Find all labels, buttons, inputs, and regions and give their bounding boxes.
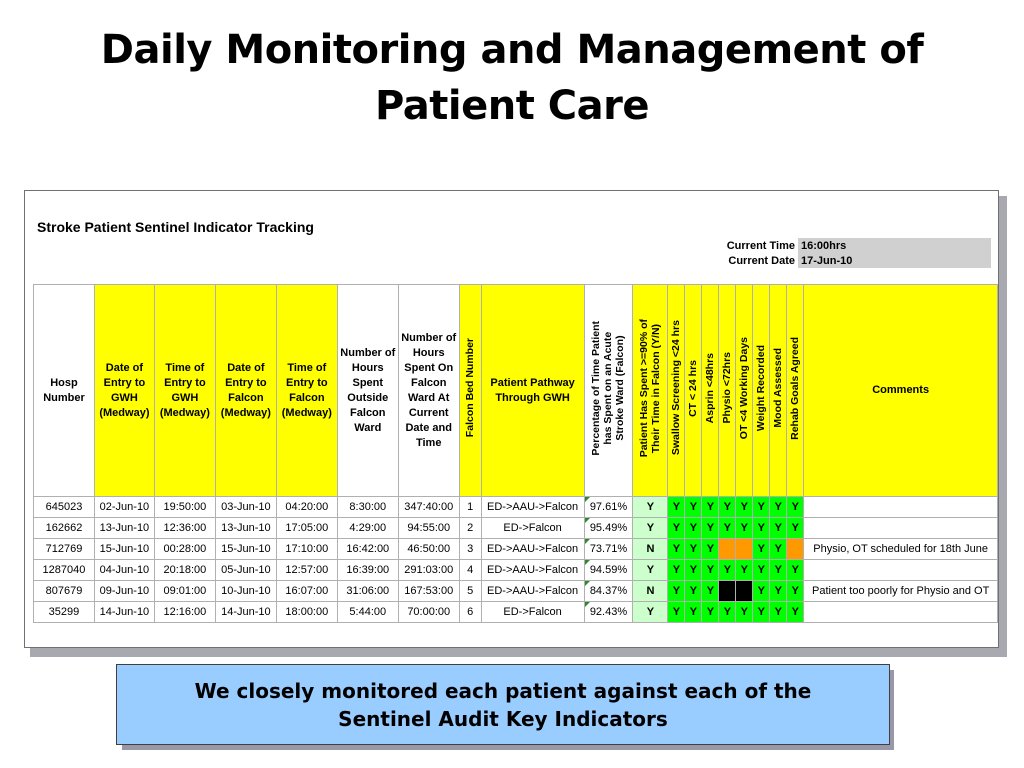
- entry-time-gwh-cell: 12:36:00: [154, 518, 215, 539]
- rehab-indicator-cell: Y: [787, 560, 804, 581]
- bed-number-header: [459, 285, 481, 497]
- slide-title-line1: Daily Monitoring and Management of: [100, 27, 924, 73]
- mood-indicator-cell: Y: [770, 581, 787, 602]
- header-row: [34, 285, 998, 497]
- comment-marker-icon: [585, 560, 590, 565]
- rehab-indicator-cell: Y: [787, 518, 804, 539]
- entry-time-falcon-cell: 17:10:00: [276, 539, 337, 560]
- hours-outside-cell: 31:06:00: [337, 581, 398, 602]
- swallow-indicator-cell: Y: [668, 497, 685, 518]
- percentage-header-text: Percentage of Time Patient has Spent on an Acute Stroke Ward (Falcon): [590, 320, 627, 456]
- ninety-percent-header-text: Patient Has Spent >=90% of Their Time in Falcon (Y/N): [638, 318, 663, 458]
- hours-on-cell: 70:00:00: [398, 602, 459, 623]
- comments-header: Comments: [804, 285, 998, 497]
- hours-on-cell: 347:40:00: [398, 497, 459, 518]
- sheet-title: Stroke Patient Sentinel Indicator Tracking: [37, 219, 314, 235]
- current-date-value: 17-Jun-10: [798, 253, 991, 268]
- mood-indicator-cell: Y: [770, 497, 787, 518]
- weight-indicator-cell: Y: [753, 497, 770, 518]
- weight-indicator-cell: Y: [753, 581, 770, 602]
- comment-cell: Patient too poorly for Physio and OT: [804, 581, 998, 602]
- bed-number-cell: 4: [459, 560, 481, 581]
- bed-number-cell: 3: [459, 539, 481, 560]
- comment-marker-icon: [585, 539, 590, 544]
- hours-outside-cell: 16:39:00: [337, 560, 398, 581]
- entry-time-falcon-cell: 04:20:00: [276, 497, 337, 518]
- entry-time-falcon-cell: 17:05:00: [276, 518, 337, 539]
- entry-time-gwh-cell: 12:16:00: [154, 602, 215, 623]
- table-row: [34, 518, 998, 539]
- current-time-label: Current Time: [726, 239, 795, 252]
- entry-date-gwh-cell: 15-Jun-10: [94, 539, 154, 560]
- rehab-indicator-cell: Y: [787, 581, 804, 602]
- bed-number-cell: 1: [459, 497, 481, 518]
- slide-title: [0, 22, 1024, 134]
- entry-date-gwh-cell: 09-Jun-10: [94, 581, 154, 602]
- percentage-header: [584, 285, 633, 497]
- comment-cell: [804, 497, 998, 518]
- entry-date-falcon-cell: 10-Jun-10: [215, 581, 276, 602]
- ninety-percent-cell: N: [633, 581, 668, 602]
- current-date-label: Current Date: [728, 254, 795, 267]
- ninety-percent-cell: Y: [633, 518, 668, 539]
- swallow-indicator-cell: Y: [668, 518, 685, 539]
- asprin-indicator-cell: Y: [702, 539, 719, 560]
- entry-date-falcon-header: Date of Entry to Falcon (Medway): [215, 285, 276, 497]
- entry-time-gwh-cell: 00:28:00: [154, 539, 215, 560]
- physio-indicator-cell: [719, 581, 736, 602]
- swallow-indicator-cell: Y: [668, 602, 685, 623]
- asprin-indicator-cell: Y: [702, 497, 719, 518]
- entry-time-gwh-header: Time of Entry to GWH (Medway): [154, 285, 215, 497]
- ninety-percent-cell: Y: [633, 602, 668, 623]
- comment-marker-icon: [585, 581, 590, 586]
- entry-date-falcon-cell: 14-Jun-10: [215, 602, 276, 623]
- comment-marker-icon: [585, 518, 590, 523]
- hours-outside-header: Number of Hours Spent Outside Falcon Ward: [337, 285, 398, 497]
- hosp-number-cell: 645023: [34, 497, 95, 518]
- ot-header: OT <4 Working Days: [736, 285, 753, 497]
- comment-cell: [804, 518, 998, 539]
- table-row: [34, 581, 998, 602]
- comment-cell: [804, 560, 998, 581]
- comment-marker-icon: [585, 602, 590, 607]
- entry-time-falcon-cell: 18:00:00: [276, 602, 337, 623]
- ninety-percent-cell: N: [633, 539, 668, 560]
- percentage-cell: 84.37%: [584, 581, 633, 602]
- ot-indicator-cell: [736, 539, 753, 560]
- current-time-value: 16:00hrs: [798, 238, 991, 253]
- ninety-percent-cell: Y: [633, 560, 668, 581]
- comment-cell: Physio, OT scheduled for 18th June: [804, 539, 998, 560]
- swallow-indicator-cell: Y: [668, 560, 685, 581]
- ct-indicator-cell: Y: [685, 497, 702, 518]
- summary-callout: [116, 664, 890, 745]
- hours-outside-cell: 8:30:00: [337, 497, 398, 518]
- ot-indicator-cell: Y: [736, 497, 753, 518]
- tracking-table: [33, 284, 998, 623]
- asprin-indicator-cell: Y: [702, 560, 719, 581]
- rehab-indicator-cell: [787, 539, 804, 560]
- weight-indicator-cell: Y: [753, 539, 770, 560]
- entry-date-falcon-cell: 05-Jun-10: [215, 560, 276, 581]
- bed-number-cell: 2: [459, 518, 481, 539]
- entry-date-gwh-cell: 14-Jun-10: [94, 602, 154, 623]
- hosp-number-header: Hosp Number: [34, 285, 95, 497]
- comment-cell: [804, 602, 998, 623]
- weight-indicator-cell: Y: [753, 518, 770, 539]
- entry-time-falcon-header: Time of Entry to Falcon (Medway): [276, 285, 337, 497]
- hosp-number-cell: 35299: [34, 602, 95, 623]
- entry-date-gwh-cell: 13-Jun-10: [94, 518, 154, 539]
- asprin-indicator-cell: Y: [702, 602, 719, 623]
- weight-indicator-cell: Y: [753, 560, 770, 581]
- asprin-indicator-cell: Y: [702, 518, 719, 539]
- callout-line1: We closely monitored each patient against each of the: [194, 679, 812, 703]
- entry-date-falcon-cell: 03-Jun-10: [215, 497, 276, 518]
- hours-on-cell: 94:55:00: [398, 518, 459, 539]
- pathway-cell: ED->Falcon: [481, 602, 584, 623]
- swallow-indicator-cell: Y: [668, 581, 685, 602]
- ct-indicator-cell: Y: [685, 581, 702, 602]
- swallow-indicator-cell: Y: [668, 539, 685, 560]
- pathway-cell: ED->AAU->Falcon: [481, 581, 584, 602]
- mood-header: Mood Assessed: [770, 285, 787, 497]
- rehab-header: Rehab Goals Agreed: [787, 285, 804, 497]
- pathway-cell: ED->AAU->Falcon: [481, 539, 584, 560]
- hours-on-header: Number of Hours Spent On Falcon Ward At Current Date and Time: [398, 285, 459, 497]
- asprin-indicator-cell: Y: [702, 581, 719, 602]
- rehab-indicator-cell: Y: [787, 602, 804, 623]
- ninety-percent-header: [633, 285, 668, 497]
- table-row: [34, 602, 998, 623]
- physio-indicator-cell: [719, 539, 736, 560]
- current-time-box: [712, 238, 991, 268]
- hosp-number-cell: 162662: [34, 518, 95, 539]
- ct-indicator-cell: Y: [685, 560, 702, 581]
- ct-indicator-cell: Y: [685, 518, 702, 539]
- percentage-cell: 97.61%: [584, 497, 633, 518]
- asprin-header: Asprin <48hrs: [702, 285, 719, 497]
- ot-indicator-cell: Y: [736, 518, 753, 539]
- mood-indicator-cell: Y: [770, 602, 787, 623]
- entry-date-gwh-cell: 02-Jun-10: [94, 497, 154, 518]
- percentage-cell: 95.49%: [584, 518, 633, 539]
- hours-on-cell: 167:53:00: [398, 581, 459, 602]
- mood-indicator-cell: Y: [770, 560, 787, 581]
- hours-outside-cell: 4:29:00: [337, 518, 398, 539]
- ct-indicator-cell: Y: [685, 539, 702, 560]
- ot-indicator-cell: [736, 581, 753, 602]
- callout-line2: Sentinel Audit Key Indicators: [338, 707, 668, 731]
- entry-time-gwh-cell: 20:18:00: [154, 560, 215, 581]
- entry-time-gwh-cell: 09:01:00: [154, 581, 215, 602]
- physio-indicator-cell: Y: [719, 602, 736, 623]
- table-row: [34, 539, 998, 560]
- entry-date-falcon-cell: 15-Jun-10: [215, 539, 276, 560]
- hours-on-cell: 46:50:00: [398, 539, 459, 560]
- entry-time-falcon-cell: 16:07:00: [276, 581, 337, 602]
- hours-outside-cell: 5:44:00: [337, 602, 398, 623]
- physio-indicator-cell: Y: [719, 518, 736, 539]
- comment-marker-icon: [585, 497, 590, 502]
- ot-indicator-cell: Y: [736, 602, 753, 623]
- ot-indicator-cell: Y: [736, 560, 753, 581]
- rehab-indicator-cell: Y: [787, 497, 804, 518]
- entry-date-gwh-cell: 04-Jun-10: [94, 560, 154, 581]
- pathway-cell: ED->AAU->Falcon: [481, 560, 584, 581]
- physio-header: Physio <72hrs: [719, 285, 736, 497]
- slide-title-line2: Patient Care: [375, 83, 649, 129]
- pathway-header: Patient Pathway Through GWH: [481, 285, 584, 497]
- percentage-cell: 73.71%: [584, 539, 633, 560]
- physio-indicator-cell: Y: [719, 497, 736, 518]
- hours-on-cell: 291:03:00: [398, 560, 459, 581]
- ninety-percent-cell: Y: [633, 497, 668, 518]
- hosp-number-cell: 712769: [34, 539, 95, 560]
- ct-header: CT < 24 hrs: [685, 285, 702, 497]
- spreadsheet-panel: [24, 190, 999, 648]
- swallow-header: Swallow Screening <24 hrs: [668, 285, 685, 497]
- entry-date-falcon-cell: 13-Jun-10: [215, 518, 276, 539]
- table-row: [34, 560, 998, 581]
- percentage-cell: 94.59%: [584, 560, 633, 581]
- mood-indicator-cell: Y: [770, 518, 787, 539]
- pathway-cell: ED->Falcon: [481, 518, 584, 539]
- physio-indicator-cell: Y: [719, 560, 736, 581]
- entry-time-falcon-cell: 12:57:00: [276, 560, 337, 581]
- weight-header: Weight Recorded: [753, 285, 770, 497]
- hosp-number-cell: 1287040: [34, 560, 95, 581]
- table-row: [34, 497, 998, 518]
- ct-indicator-cell: Y: [685, 602, 702, 623]
- entry-date-gwh-header: Date of Entry to GWH (Medway): [94, 285, 154, 497]
- callout-text: [117, 677, 889, 733]
- percentage-cell: 92.43%: [584, 602, 633, 623]
- mood-indicator-cell: Y: [770, 539, 787, 560]
- pathway-cell: ED->AAU->Falcon: [481, 497, 584, 518]
- bed-number-header-text: Falcon Bed Number: [464, 338, 477, 438]
- hours-outside-cell: 16:42:00: [337, 539, 398, 560]
- hosp-number-cell: 807679: [34, 581, 95, 602]
- bed-number-cell: 6: [459, 602, 481, 623]
- weight-indicator-cell: Y: [753, 602, 770, 623]
- table-body: [34, 497, 998, 623]
- bed-number-cell: 5: [459, 581, 481, 602]
- entry-time-gwh-cell: 19:50:00: [154, 497, 215, 518]
